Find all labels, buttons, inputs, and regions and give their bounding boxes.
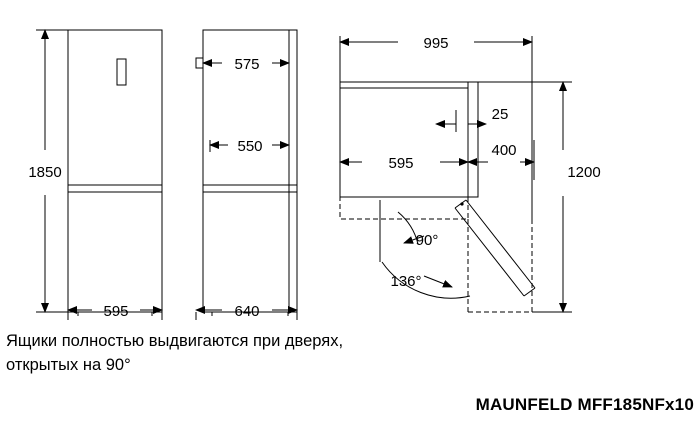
dim-top-25: 25	[491, 106, 509, 123]
dim-top-1200: 1200	[567, 164, 601, 181]
dim-side-640: 640	[234, 303, 260, 320]
dim-angle-136: 136°	[390, 273, 422, 290]
dim-angle-90: 90°	[415, 232, 439, 249]
dim-top-595: 595	[388, 155, 414, 172]
top-depth-1200-dimension	[468, 82, 572, 312]
dim-side-550: 550	[237, 138, 263, 155]
caption-line-2: открытых на 90°	[6, 355, 131, 374]
front-view-outline	[68, 30, 162, 316]
dim-front-width: 595	[103, 303, 129, 320]
dim-top-400: 400	[491, 142, 517, 159]
angle-90-arc	[380, 200, 424, 262]
dim-side-575: 575	[234, 56, 260, 73]
dim-front-height: 1850	[28, 164, 62, 181]
caption-line-1: Ящики полностью выдвигаются при дверях,	[6, 332, 344, 350]
caption-block	[6, 330, 566, 378]
model-label: MAUNFELD MFF185NFx10	[475, 395, 694, 414]
dim-top-995: 995	[423, 35, 449, 52]
